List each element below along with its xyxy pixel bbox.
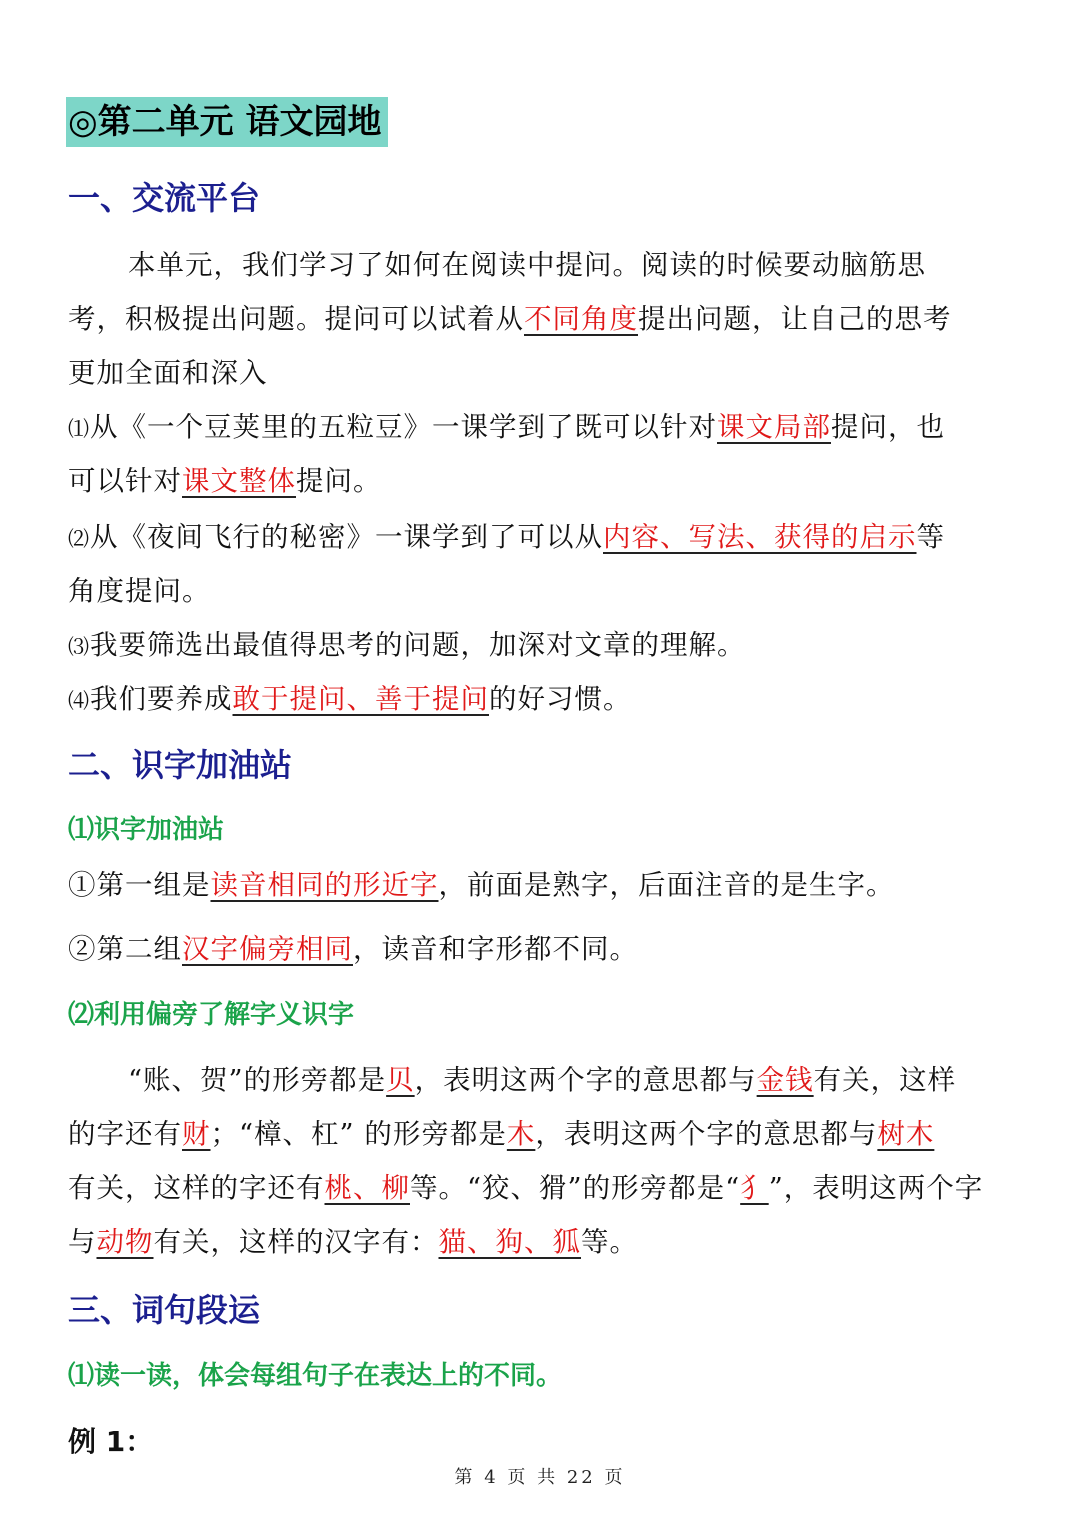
keyword: 动物: [96, 1226, 154, 1258]
point-3: [68, 618, 1018, 672]
example-label: 例 1：: [68, 1425, 154, 1458]
section-heading-words-sentences: 三、词句段运: [68, 1291, 261, 1329]
point-2-line-2: 角度提问。: [68, 575, 211, 607]
radicals-paragraph: [68, 1053, 1018, 1269]
point-1: [68, 400, 1018, 508]
text-run: 从《夜间飞行的秘密》一课学到了可以从: [90, 521, 603, 553]
text-run: 等: [916, 521, 945, 553]
keyword: 读音相同的形近字: [210, 869, 439, 901]
intro-line-3: 更加全面和深入: [68, 357, 268, 389]
radicals-line-3: [68, 1161, 1018, 1215]
text-run: 有关，这样的字还有: [68, 1172, 325, 1204]
text-run: ，表明这两个字的意思都与: [414, 1064, 757, 1096]
text-run: 等。“狡、猾”的形旁都是“: [410, 1172, 741, 1204]
radicals-line-1: [68, 1053, 1018, 1107]
subheading-literacy-station: ⑴识字加油站: [68, 815, 225, 845]
keyword: 课文整体: [182, 465, 296, 497]
point-3-line: [68, 618, 1018, 672]
point-1-line-1: [68, 400, 1018, 454]
point-number: ⑷: [68, 689, 90, 713]
text-run: 从《一个豆荚里的五粒豆》一课学到了既可以针对: [90, 411, 717, 443]
item-2-line: [68, 922, 1018, 976]
point-number: ⑴: [68, 417, 90, 441]
text-run: 有关，这样: [813, 1064, 957, 1096]
point-number: ⑶: [68, 635, 90, 659]
text-run: 的好习惯。: [489, 683, 632, 715]
keyword: 汉字偏旁相同: [182, 933, 353, 965]
point-number: ⑵: [68, 527, 90, 551]
text-run: 提问。: [296, 465, 382, 497]
text-run: ，读音和字形都不同。: [353, 933, 638, 965]
keyword: 财: [182, 1118, 211, 1150]
text-run: ①第一组是: [68, 869, 211, 901]
text-run: “账、贺”的形旁都是: [128, 1064, 387, 1096]
text-run: 考，积极提出问题。提问可以试着从: [68, 303, 524, 335]
text-run: 的字还有: [68, 1118, 182, 1150]
keyword: 不同角度: [524, 303, 638, 335]
text-run: ；“樟、杠” 的形旁都是: [210, 1118, 507, 1150]
text-run: ，前面是熟字，后面注音的是生字。: [438, 869, 895, 901]
text-run: 提问，也: [831, 411, 945, 443]
text-run: ”，表明这两个字: [768, 1172, 984, 1204]
section-heading-literacy: 二、识字加油站: [68, 746, 293, 784]
keyword: 敢于提问、善于提问: [232, 683, 489, 715]
text-run: 有关，这样的汉字有：: [153, 1226, 439, 1258]
keyword: 桃、柳: [324, 1172, 410, 1204]
intro-paragraph: [68, 238, 1018, 400]
keyword: 课文局部: [717, 411, 831, 443]
text-run: ，表明这两个字的意思都与: [535, 1118, 878, 1150]
text-run: 我要筛选出最值得思考的问题，加深对文章的理解。: [90, 629, 746, 661]
subheading-read-aloud: ⑴读一读，体会每组句子在表达上的不同。: [68, 1361, 563, 1391]
text-run: ②第二组: [68, 933, 182, 965]
item-2: [68, 922, 1018, 976]
page-title: ◎第二单元 语文园地: [66, 97, 388, 147]
keyword: 木: [506, 1118, 536, 1150]
text-run: 等。: [581, 1226, 638, 1258]
point-2: [68, 510, 1018, 618]
radicals-line-2: [68, 1107, 1018, 1161]
keyword: 贝: [386, 1064, 415, 1096]
text-run: 可以针对: [68, 465, 182, 497]
section-heading-exchange: 一、交流平台: [68, 179, 261, 217]
text-run: 我们要养成: [90, 683, 233, 715]
intro-line-2: [68, 292, 1018, 346]
keyword: 树木: [877, 1118, 935, 1150]
point-4: [68, 672, 1018, 726]
text-run: 与: [68, 1226, 97, 1258]
radicals-line-4: [68, 1215, 1018, 1269]
text-run: 提出问题，让自己的思考: [638, 303, 952, 335]
item-1: [68, 858, 1018, 912]
keyword: 金钱: [756, 1064, 814, 1096]
intro-line-1: 本单元，我们学习了如何在阅读中提问。阅读的时候要动脑筋思: [128, 249, 926, 281]
keyword: 猫、狗、狐: [438, 1226, 581, 1258]
point-4-line: [68, 672, 1018, 726]
page-footer: 第 4 页 共 22 页: [454, 1467, 626, 1488]
item-1-line: [68, 858, 1018, 912]
point-1-line-2: [68, 454, 1018, 508]
point-2-line-1: [68, 510, 1018, 564]
keyword: 犭: [740, 1172, 769, 1204]
keyword: 内容、写法、获得的启示: [603, 521, 917, 553]
subheading-radicals: ⑵利用偏旁了解字义识字: [68, 1000, 355, 1030]
